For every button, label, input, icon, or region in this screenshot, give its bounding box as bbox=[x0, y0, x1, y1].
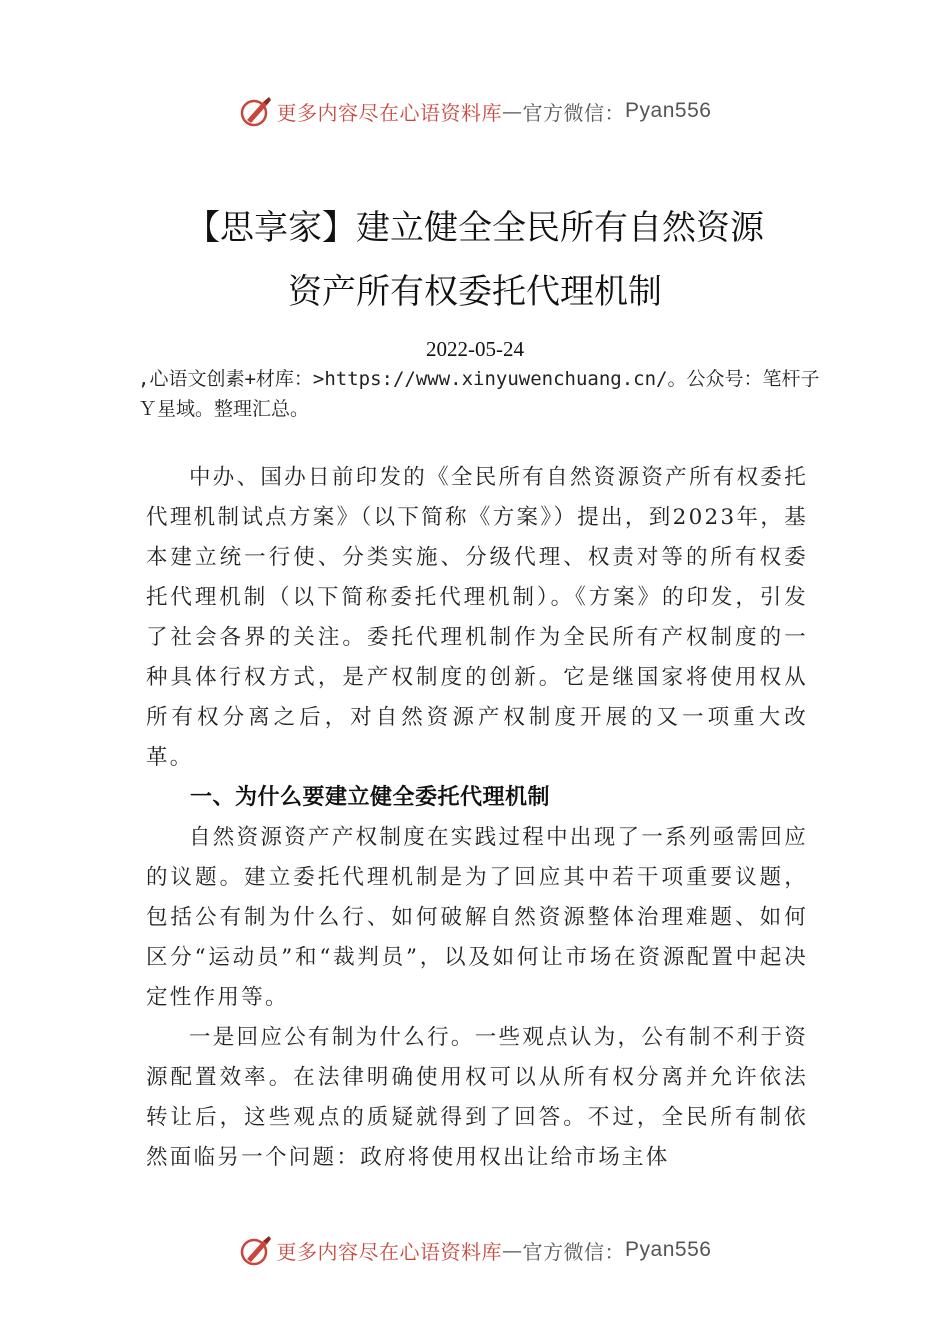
section-heading-1: 一、为什么要建立健全委托代理机制 bbox=[190, 785, 551, 810]
article-title-line-1: 【思享家】建立健全全民所有自然资源 bbox=[186, 208, 764, 248]
watermark-red-text: 更多内容尽在心语资料库 bbox=[276, 1239, 503, 1264]
footer-watermark bbox=[0, 1233, 950, 1267]
article-body bbox=[146, 458, 808, 1178]
watermark-dash: — bbox=[502, 99, 523, 123]
paragraph-section-1-b: 一是回应公有制为什么行。一些观点认为，公有制不利于资源配置效率。在法律明确使用权可以从所有权分离并允许依法转让后，这些观点的质疑就得到了回答。不过，全民所有制依然面临另一个问题：政府将使用权出让给市场主体 bbox=[146, 1025, 808, 1170]
watermark-dash: — bbox=[502, 1238, 523, 1262]
watermark-gray-text: 官方微信： bbox=[522, 100, 626, 125]
watermark-wechat-id: Pyan556 bbox=[625, 99, 712, 122]
pen-logo-icon bbox=[239, 94, 273, 128]
source-note: ,心语文创素+材库：>https://www.xinyuwenchuang.cn/。公众号：笔杆子Ｙ星域。整理汇总。 bbox=[138, 368, 820, 420]
watermark-gray-text: 官方微信： bbox=[522, 1239, 626, 1264]
paragraph-intro: 中办、国办日前印发的《全民所有自然资源资产所有权委托代理机制试点方案》（以下简称《方案》）提出，到2023年，基本建立统一行使、分类实施、分级代理、权责对等的所有权委托代理机制（以下简称委托代理机制）。《方案》的印发，引发了社会各界的关注。委托代理机制作为全民所有产权制度的一种具体行权方式，是产权制度的创新。它是继国家将使用权从所有权分离之后，对自然资源产权制度开展的又一项重大改革。 bbox=[146, 465, 808, 770]
article-date: 2022-05-24 bbox=[426, 337, 524, 361]
paragraph-section-1-a: 自然资源资产产权制度在实践过程中出现了一系列亟需回应的议题。建立委托代理机制是为了回应其中若干项重要议题，包括公有制为什么行、如何破解自然资源整体治理难题、如何区分“运动员”和“裁判员”，以及如何让市场在资源配置中起决定性作用等。 bbox=[146, 825, 808, 1010]
pen-logo-icon bbox=[239, 1233, 273, 1267]
watermark-red-text: 更多内容尽在心语资料库 bbox=[276, 100, 503, 125]
header-watermark bbox=[0, 94, 950, 128]
watermark-wechat-id: Pyan556 bbox=[625, 1238, 712, 1261]
article-title-line-2: 资产所有权委托代理机制 bbox=[288, 272, 662, 312]
